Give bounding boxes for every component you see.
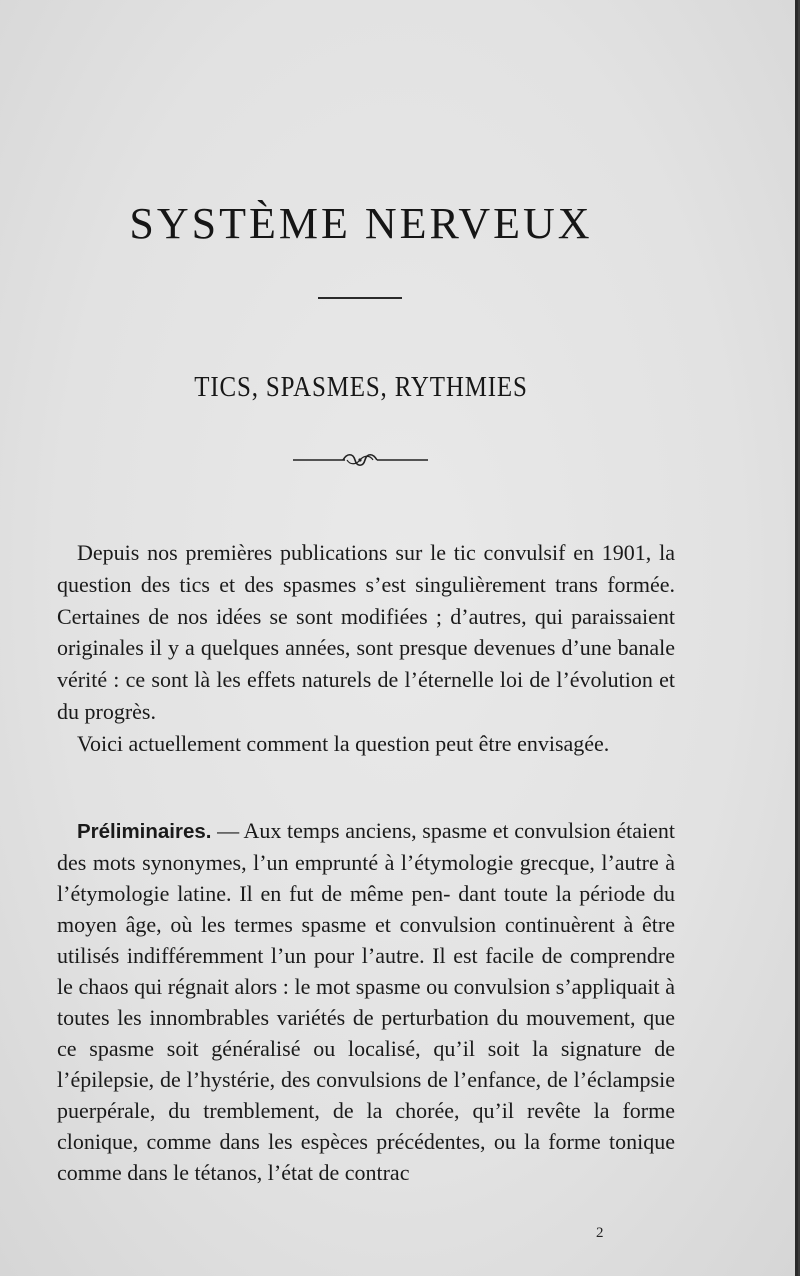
ornament-divider-icon [293,450,428,470]
section-subtitle: TICS, SPASMES, RYTHMIES [194,371,528,403]
page-edge [795,0,798,1276]
preliminaries-section [57,815,675,1188]
title-rule [318,297,402,299]
intro-paragraph: Voici actuellement comment la question peut être envisagée. [77,730,610,756]
section-heading: Préliminaires. [77,820,212,843]
page-number: 2 [596,1225,604,1241]
intro-paragraph: Depuis nos premières publications sur le tic convulsif en 1901, la question des tics et des spasmes s’est singulièrement trans formée. Certaines de nos idées se sont modifiées ; d’autres, qui paraissaient originales il y a quelques années, sont presque devenues d’une banale vérité : ce sont là les effets naturels de l’éternelle loi de l’évolution et du progrès. [57,540,675,724]
preliminaries-paragraph [57,815,675,1188]
intro-text [57,537,675,760]
chapter-title: SYSTÈME NERVEUX [129,199,593,248]
section-body: — Aux temps anciens, spasme et convulsion étaient des mots synonymes, l’un emprunté à l’étymologie grecque, l’autre à l’étymologie latine. Il en fut de même pen- dant toute la période du moyen âge, où les termes spasme et convulsion continuèrent à être utilisés indifféremment l’un pour l’autre. Il est facile de comprendre le chaos qui régnait alors : le mot spasme ou convulsion s’appliquait à toutes les innombrables variétés de perturbation du mouvement, que ce spasme soit généralisé ou localisé, qu’il soit la signature de l’épilepsie, de l’hystérie, des convulsions de l’enfance, de l’éclampsie puerpérale, du tremblement, de la chorée, qu’il revête la forme clonique, comme dans les espèces précédentes, ou la forme tonique comme dans le tétanos, l’état de contrac [57,818,675,1185]
